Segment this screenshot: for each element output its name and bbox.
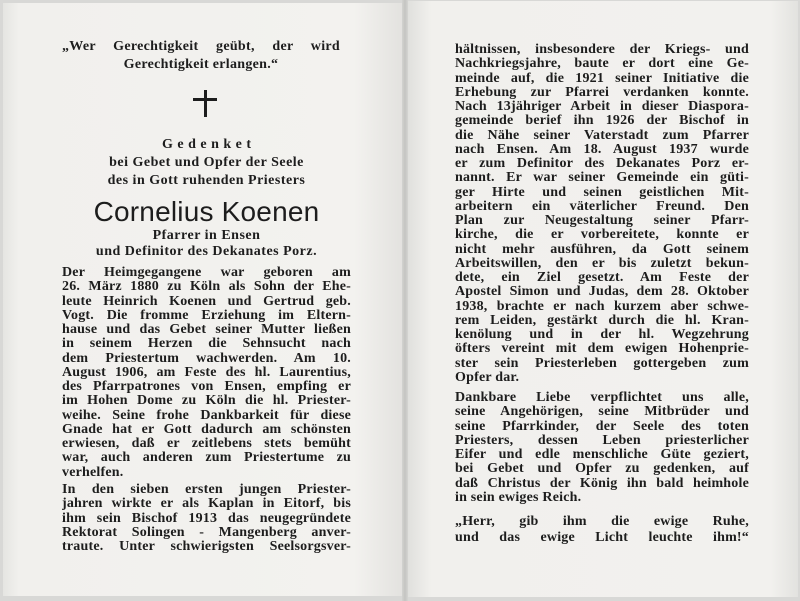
left-page [3,3,402,596]
biography-line: leute Heinrich Koenen und Gertrud geb. [62,294,351,309]
biography-line: Erhebung zur Pfarrei verdanken konnte. [455,85,749,100]
biography-line: 1938, brachte er nach kurzem aber schwe- [455,299,749,314]
remembrance-line: in sein ewiges Reich. [455,490,582,505]
biography-line: ster sein Priesterleben gottergeben zum [455,356,749,371]
epigraph [62,38,340,74]
invocation-line: bei Gebet und Opfer der Seele [109,155,304,170]
office-line: Pfarrer in Ensen [152,228,261,243]
biography-line: August 1906, am Feste des hl. Laurentius, [62,365,351,380]
biography-line: dem Priestertum wachwerden. Am 10. [62,351,351,366]
biography-line: Rektorat Solingen - Mangenberg anver- [62,525,351,540]
biography-line: nicht mehr ausführen, da Gott seinem [455,242,749,257]
biography-line: ihm sein Bischof 1913 das neugegründete [62,511,351,526]
biography-line: meinde auf, die 1921 seiner Initiative die [455,71,749,86]
biography-line: Vogt. Die fromme Erziehung im Eltern- [62,308,351,323]
biography-line: im Hohen Dome zu Köln die hl. Priester- [62,394,351,409]
biography-line: Nachkriegsjahre, baute er dort eine Ge- [455,57,749,72]
biography-line: 26. März 1880 zu Köln als Sohn der Ehe- [62,280,351,295]
biography-line: gemeinde berief ihn 1926 der Bischof in [455,114,749,129]
remembrance-line: Dankbare Liebe verpflichtet uns alle, [455,391,749,405]
biography-line: arbeitern ein väterlicher Freund. Den [455,199,749,214]
biography-line: traute. Unter schwierigsten Seelsorgsver- [62,540,351,554]
prayer [455,514,749,546]
biography-line: Arbeitswillen, den er bis zuletzt bekun- [455,256,749,271]
biography-line: weihe. Seine frohe Dankbarkeit für diese [62,408,351,423]
biography-line: Gnade hat er Gott dadurch am schönsten [62,422,351,437]
biography-line: war, auch anderen zum Priestertume zu [62,451,351,466]
biography-line: des Pfarrpatrones von Ensen, empfing er [62,380,351,394]
office [62,228,351,260]
biography-line: erwiesen, daß er zeitlebens stets bemüht [62,437,351,451]
invocation [62,137,351,189]
biography-line: Opfer dar. [455,370,520,385]
biography [62,266,351,480]
biography-line: Nach 13jähriger Arbeit in dieser Diaspora- [455,100,749,114]
biography-line: dete, ein Ziel gesetzt. Am Feste der [455,271,749,285]
biography-line: rem Leiden, gestärkt durch die hl. Kran- [455,313,749,328]
biography-line: er zum Definitor des Dekanates Porz er- [455,157,749,171]
biography-line: Plan zur Neugestaltung seiner Pfarr- [455,214,749,228]
office-line: und Definitor des Dekanates Porz. [95,244,318,259]
deceased-name: Cornelius Koenen [93,196,320,227]
epigraph-line: „Wer Gerechtigkeit geübt, der wird [62,39,340,54]
biography-line: hause und das Gebet seiner Mutter ließen [62,323,351,337]
epigraph-line: Gerechtigkeit erlangen.“ [123,57,279,72]
biography-line: nach Ensen. Am 18. August 1937 wurde [455,142,749,157]
remembrance-line: daß Christus der König ihn bald heimhole [455,476,749,491]
biography-line: kenölung und in der hl. Wegzehrung [455,328,749,342]
biography-line: hältnissen, insbesondere der Kriegs- und [455,43,749,57]
remembrance-line: Priesters, dessen Leben priesterlicher [455,433,749,448]
biography-line: verhelfen. [62,465,124,480]
biography-line: nannt. Er war seiner Gemeinde ein güti- [455,171,749,186]
invocation-line: des in Gott ruhenden Priesters [107,173,306,188]
cross-icon [193,90,217,117]
biography-line: In den sieben ersten jungen Priester- [62,483,351,497]
remembrance-line: seine Pfarrkinder, der Seele des toten [455,419,749,434]
biography-line: ger Hirte und seinen geistlichen Mit- [455,185,749,200]
invocation-heading: Gedenket [161,137,256,152]
remembrance-line: Eifer und edle menschliche Güte geziert, [455,448,749,462]
biography [455,43,749,385]
biography-line: die Nähe seiner Vaterstadt zum Pfarrer [455,128,749,143]
remembrance-line: bei Gebet und Opfer zu gedenken, auf [455,462,749,477]
biography-line: kirche, die er vorbereitete, konnte er [455,228,749,243]
right-page [408,1,798,597]
biography-line: Apostel Simon und Judas, dem 28. Oktober [455,285,749,300]
remembrance [455,391,749,505]
biography-line: öfters vereint mit dem ewigen Hohenprie- [455,342,749,357]
biography-line: jahren wirkte er als Kaplan in Eitorf, bis [62,497,351,512]
biography-line: Der Heimgegangene war geboren am [62,266,351,280]
biography-line: in seinem Herzen die Sehnsucht nach [62,337,351,352]
prayer-line: „Herr, gib ihm die ewige Ruhe, [455,514,749,529]
biography [62,483,351,554]
prayer-line: und das ewige Licht leuchte ihm!“ [455,530,749,545]
remembrance-line: seine Angehörigen, seine Mitbrüder und [455,405,749,420]
